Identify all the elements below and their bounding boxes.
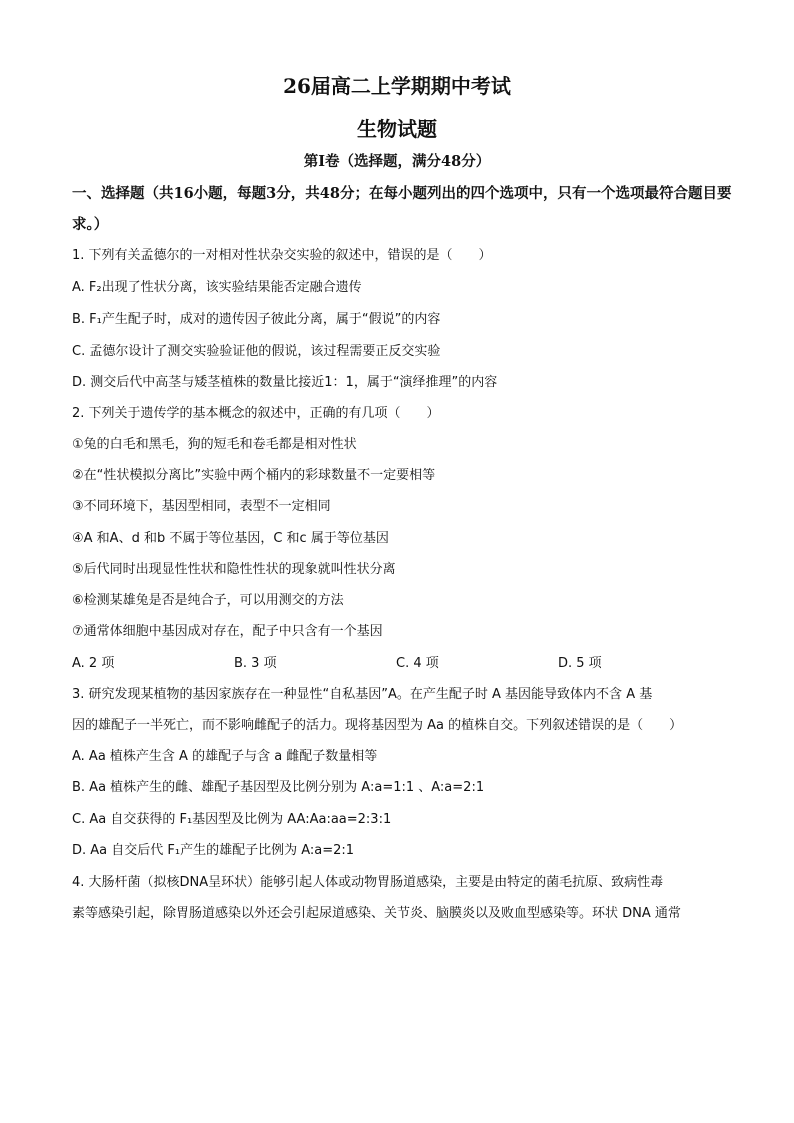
question-2-stem: 2. 下列关于遗传学的基本概念的叙述中，正确的有几项（ ） — [72, 406, 440, 421]
question-3-stem-line-1: 3. 研究发现某植物的基因家族存在一种显性“自私基因”A。在产生配子时 A 基因能导致体内不含 A 基 — [72, 687, 653, 702]
question-2-statement-1: ①兔的白毛和黑毛，狗的短毛和卷毛都是相对性状 — [72, 437, 357, 452]
question-3-option-d: D. Aa 自交后代 F₁产生的雄配子比例为 A:a=2:1 — [72, 843, 355, 858]
question-2-statement-7: ⑦通常体细胞中基因成对存在，配子中只含有一个基因 — [72, 624, 383, 639]
question-2-statement-6: ⑥检测某雄兔是否是纯合子，可以用测交的方法 — [72, 593, 344, 608]
question-2-option-b: B. 3 项 — [234, 656, 277, 671]
question-2-statement-2: ②在“性状模拟分离比”实验中两个桶内的彩球数量不一定要相等 — [72, 468, 436, 483]
question-3-stem-line-2: 因的雄配子一半死亡，而不影响雌配子的活力。现将基因型为 Aa 的植株自交。下列叙述错误的是（ ） — [72, 718, 683, 733]
question-2-statement-5: ⑤后代同时出现显性性状和隐性性状的现象就叫性状分离 — [72, 562, 396, 577]
question-1-option-b: B. F₁产生配子时，成对的遗传因子彼此分离，属于“假说”的内容 — [72, 312, 441, 327]
question-1-option-a: A. F₂出现了性状分离，该实验结果能否定融合遗传 — [72, 280, 362, 295]
question-2-option-c: C. 4 项 — [396, 656, 439, 671]
question-2-option-a: A. 2 项 — [72, 656, 115, 671]
question-2-option-d: D. 5 项 — [558, 656, 602, 671]
question-3-option-a: A. Aa 植株产生含 A 的雄配子与含 a 雌配子数量相等 — [72, 749, 378, 764]
question-2-statement-3: ③不同环境下，基因型相同，表型不一定相同 — [72, 499, 331, 514]
question-1-stem: 1. 下列有关孟德尔的一对相对性状杂交实验的叙述中，错误的是（ ） — [72, 248, 492, 263]
question-3-option-b: B. Aa 植株产生的雌、雄配子基因型及比例分别为 A:a=1:1 、A:a=2:1 — [72, 780, 485, 795]
part-title: 第Ⅰ卷（选择题，满分48分） — [303, 153, 491, 170]
question-4-stem-line-2: 素等感染引起，除胃肠道感染以外还会引起尿道感染、关节炎、脑膜炎以及败血型感染等。环状 DNA 通常 — [72, 906, 681, 921]
question-1-option-d: D. 测交后代中高茎与矮茎植株的数量比接近1：1，属于“演绎推理”的内容 — [72, 375, 498, 390]
question-2-statement-4: ④A 和A、d 和b 不属于等位基因，C 和c 属于等位基因 — [72, 531, 389, 546]
subject-title: 生物试题 — [357, 117, 437, 141]
question-4-stem-line-1: 4. 大肠杆菌（拟核DNA呈环状）能够引起人体或动物胃肠道感染，主要是由特定的菌毛抗原、致病性毒 — [72, 875, 664, 890]
question-1-option-c: C. 孟德尔设计了测交实验验证他的假说，该过程需要正反交实验 — [72, 344, 441, 359]
exam-title: 26届高二上学期期中考试 — [283, 74, 511, 98]
question-3-option-c: C. Aa 自交获得的 F₁基因型及比例为 AA:Aa:aa=2:3:1 — [72, 812, 392, 827]
section-instructions: 一、选择题（共16小题，每题3分，共48分；在每小题列出的四个选项中，只有一个选项最符合题目要求。） — [72, 185, 732, 233]
